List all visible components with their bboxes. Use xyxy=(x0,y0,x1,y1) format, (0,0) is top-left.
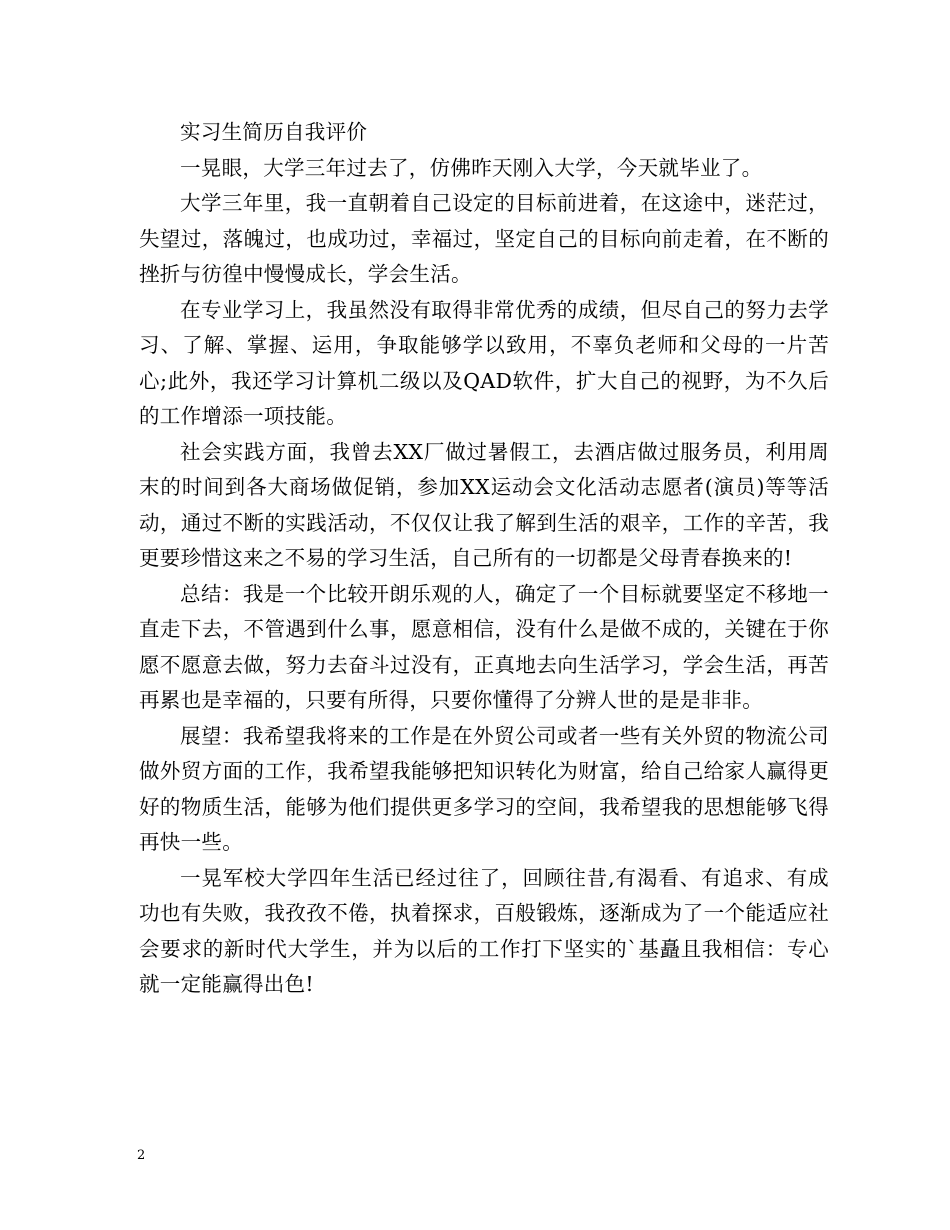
paragraph-intro: 一晃眼，大学三年过去了，仿佛昨天刚入大学，今天就毕业了。 xyxy=(180,155,763,180)
paragraph-study: 在专业学习上，我虽然没有取得非常优秀的成绩，但尽自己的努力去学习、了解、掌握、运用，争取能够学以致用，不辜负老师和父母的一片苦心;此外，我还学习计算机二级以及QAD软件，扩大自己的视野，为不久后的工作增添一项技能。 xyxy=(139,297,829,428)
paragraph-three-years: 大学三年里，我一直朝着自己设定的目标前进着，在这途中，迷茫过，失望过，落魄过，也成功过，幸福过，坚定自己的目标向前走着，在不断的挫折与彷徨中慢慢成长，学会生活。 xyxy=(139,191,829,286)
paragraph-outlook: 展望：我希望我将来的工作是在外贸公司或者一些有关外贸的物流公司做外贸方面的工作，我希望我能够把知识转化为财富，给自己给家人赢得更好的物质生活，能够为他们提供更多学习的空间，我希望我的思想能够飞得再快一些。 xyxy=(139,723,829,854)
paragraph-social-practice: 社会实践方面，我曾去XX厂做过暑假工，去酒店做过服务员，利用周末的时间到各大商场做促销，参加XX运动会文化活动志愿者(演员)等等活动，通过不断的实践活动，不仅仅让我了解到生活的艰辛，工作的辛苦，我更要珍惜这来之不易的学习生活，自己所有的一切都是父母青春换来的! xyxy=(139,439,829,570)
paragraph-summary: 总结：我是一个比较开朗乐观的人，确定了一个目标就要坚定不移地一直走下去，不管遇到什么事，愿意相信，没有什么是做不成的，关键在于你愿不愿意去做，努力去奋斗过没有，正真地去向生活学习，学会生活，再苦再累也是幸福的，只要有所得，只要你懂得了分辨人世的是是非非。 xyxy=(139,581,829,712)
document-body xyxy=(139,115,829,1003)
document-title: 实习生简历自我评价 xyxy=(180,120,368,144)
page-number: 2 xyxy=(137,1148,146,1163)
paragraph-conclusion: 一晃军校大学四年生活已经过往了，回顾往昔,有渴看、有追求、有成功也有失败，我孜孜不倦，执着探求，百般锻炼，逐渐成为了一个能适应社会要求的新时代大学生，并为以后的工作打下坚实的`基矗且我相信：专心就一定能赢得出色! xyxy=(139,865,829,996)
